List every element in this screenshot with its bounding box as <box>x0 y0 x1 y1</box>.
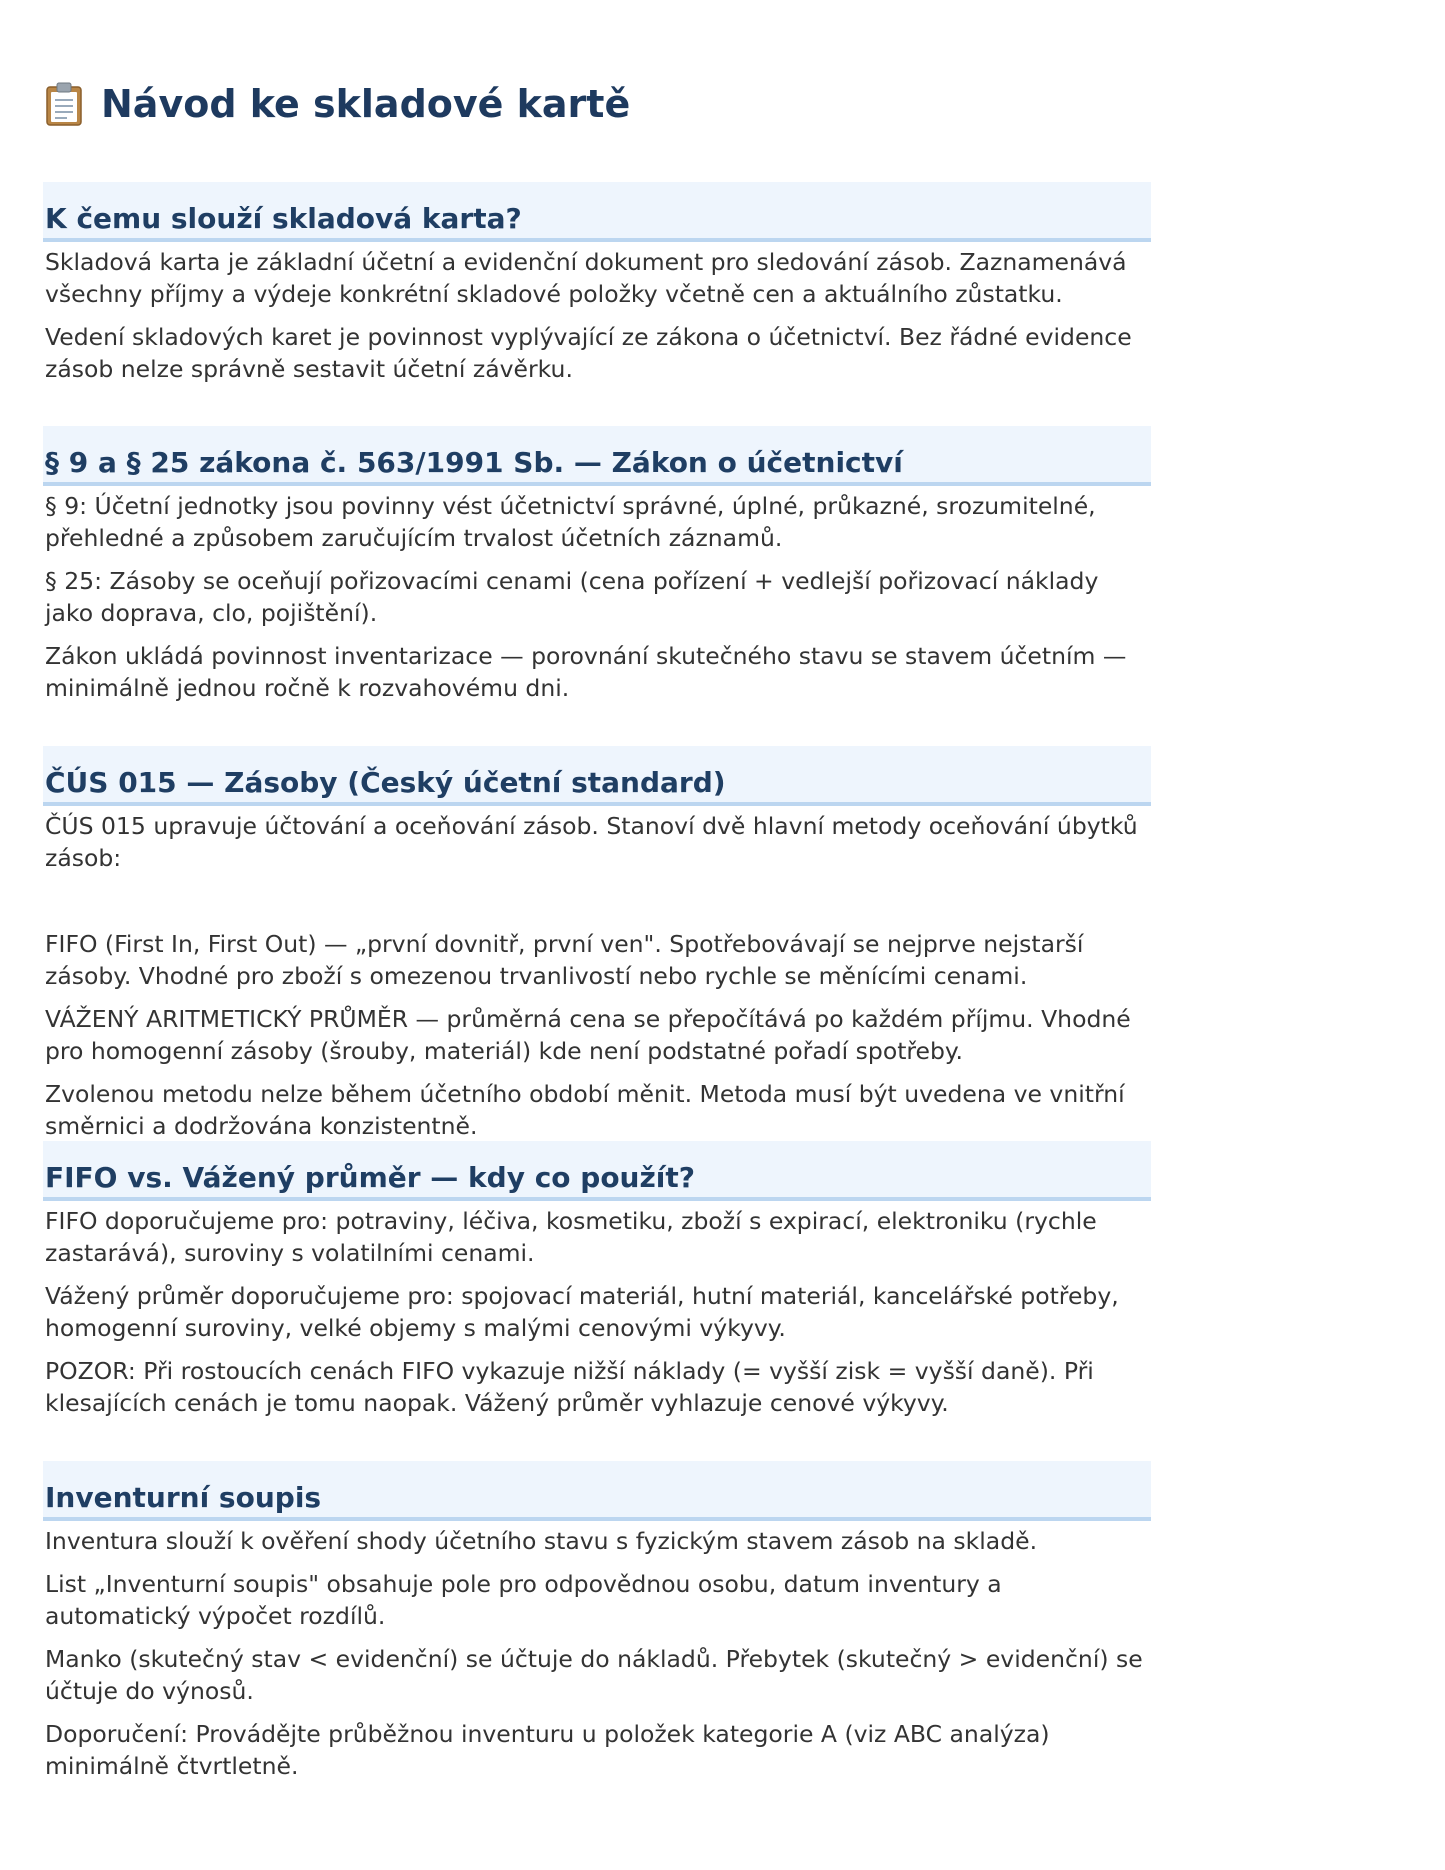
section-heading: Inventurní soupis <box>45 1481 322 1515</box>
paragraph: Skladová karta je základní účetní a evidenční dokument pro sledování zásob. Zaznamenává všechny příjmy a výdeje konkrétní skladové položky včetně cen a aktuálního zůstatku. <box>45 248 1127 308</box>
clipboard-icon <box>45 82 83 126</box>
section-accounting-act <box>43 426 1151 715</box>
paragraph: VÁŽENÝ ARITMETICKÝ PRŮMĚR — průměrná cena se přepočítává po každém příjmu. Vhodné pro homogenní zásoby (šrouby, materiál) kde není podstatné pořadí spotřeby. <box>45 1005 1131 1065</box>
paragraph: Zákon ukládá povinnost inventarizace — porovnání skutečného stavu se stavem účetním — minimálně jednou ročně k rozvahovému dni. <box>45 642 1127 702</box>
paragraph: FIFO (First In, First Out) — „první dovnitř, první ven". Spotřebovávají se nejprve nejstarší zásoby. Vhodné pro zboží s omezenou trvanlivostí nebo rychle se měnícími cenami. <box>45 930 1084 990</box>
section-fifo-vs-average <box>43 1141 1151 1430</box>
section-body <box>43 806 1151 1142</box>
paragraph: Vedení skladových karet je povinnost vyplývající ze zákona o účetnictví. Bez řádné evidence zásob nelze správně sestavit účetní závěrku. <box>45 323 1132 383</box>
section-heading: K čemu slouží skladová karta? <box>45 202 522 236</box>
paragraph: FIFO doporučujeme pro: potraviny, léčiva, kosmetiku, zboží s expirací, elektroniku (rychle zastarává), suroviny s volatilními cenami. <box>45 1207 1097 1267</box>
section-heading-bar <box>43 182 1151 242</box>
paragraph: Zvolenou metodu nelze během účetního období měnit. Metoda musí být uvedena ve vnitřní směrnici a dodržována konzistentně. <box>45 1080 1125 1140</box>
section-heading-bar <box>43 1141 1151 1201</box>
paragraph: Manko (skutečný stav < evidenční) se účtuje do nákladů. Přebytek (skutečný > evidenční) se účtuje do výnosů. <box>45 1645 1143 1705</box>
paragraph: POZOR: Při rostoucích cenách FIFO vykazuje nižší náklady (= vyšší zisk = vyšší daně). Při klesajících cenách je tomu naopak. Vážený průměr vyhlazuje cenové výkyvy. <box>45 1357 1094 1417</box>
paragraph: Inventura slouží k ověření shody účetního stavu s fyzickým stavem zásob na skladě. <box>45 1527 1038 1555</box>
section-heading-bar <box>43 426 1151 486</box>
section-heading: FIFO vs. Vážený průměr — kdy co použít? <box>45 1161 696 1195</box>
section-purpose <box>43 182 1151 396</box>
paragraph: List „Inventurní soupis" obsahuje pole pro odpovědnou osobu, datum inventury a automatický výpočet rozdílů. <box>45 1570 1002 1630</box>
section-body <box>43 242 1151 385</box>
section-body <box>43 1521 1151 1782</box>
paragraph: § 25: Zásoby se oceňují pořizovacími cenami (cena pořízení + vedlejší pořizovací náklady jako doprava, clo, pojištění). <box>45 567 1099 627</box>
section-cus-015 <box>43 746 1151 1153</box>
page-title-text: Návod ke skladové kartě <box>101 82 631 126</box>
section-heading-bar <box>43 746 1151 806</box>
section-heading-bar <box>43 1461 1151 1521</box>
section-heading: ČÚS 015 — Zásoby (Český účetní standard) <box>45 766 726 800</box>
page-title <box>45 76 630 132</box>
section-inventory <box>43 1461 1151 1793</box>
section-heading: § 9 a § 25 zákona č. 563/1991 Sb. — Zákon o účetnictví <box>45 446 903 480</box>
paragraph: ČÚS 015 upravuje účtování a oceňování zásob. Stanoví dvě hlavní metody oceňování úbytků zásob: <box>45 812 1138 872</box>
paragraph: Vážený průměr doporučujeme pro: spojovací materiál, hutní materiál, kancelářské potřeby, homogenní suroviny, velké objemy s malými cenovými výkyvy. <box>45 1282 1119 1342</box>
paragraph: § 9: Účetní jednotky jsou povinny vést účetnictví správné, úplné, průkazné, srozumitelné, přehledné a způsobem zaručujícím trvalost účetních záznamů. <box>45 492 1096 552</box>
section-body <box>43 486 1151 704</box>
empty-paragraph <box>45 885 1151 917</box>
paragraph: Doporučení: Provádějte průběžnou inventuru u položek kategorie A (viz ABC analýza) minimálně čtvrtletně. <box>45 1720 1050 1780</box>
section-body <box>43 1201 1151 1419</box>
